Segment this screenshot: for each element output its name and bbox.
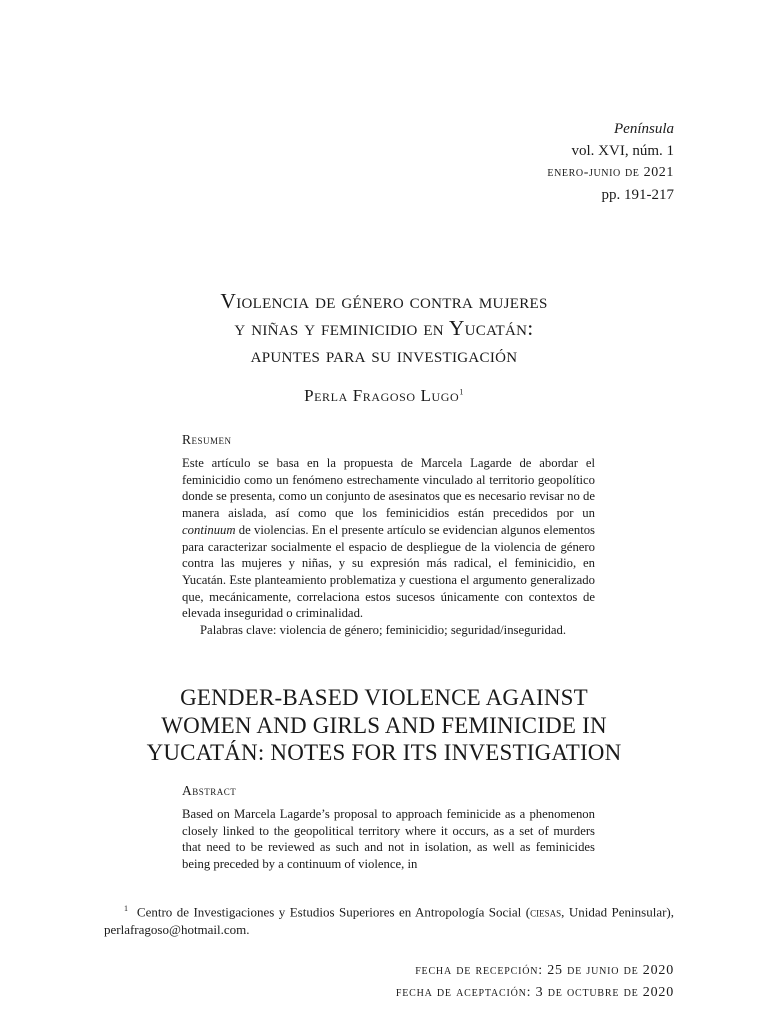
footnote-text-continued: , Unidad Peninsular), perlafragoso@hotmail.com. <box>104 904 674 938</box>
footnote-text: Centro de Investigaciones y Estudios Superiores en Antropología Social ( <box>136 904 531 920</box>
abstract-heading: Abstract <box>182 783 237 798</box>
article-title-english <box>100 684 668 767</box>
journal-name: Península <box>614 121 674 137</box>
footnote <box>104 900 674 939</box>
resumen-italic-term: continuum <box>182 522 236 537</box>
palabras-clave: Palabras clave: violencia de género; feminicidio; seguridad/inseguridad. <box>200 623 567 638</box>
title-line: Violencia de género contra mujeres <box>220 289 548 313</box>
title-line: WOMEN AND GIRLS AND FEMINICIDE IN <box>161 712 607 738</box>
article-title-spanish <box>100 288 668 369</box>
accepted-date: fecha de aceptación: 3 de octubre de 2020 <box>395 985 674 1000</box>
journal-metadata <box>274 118 674 206</box>
author-footnote-mark[interactable]: 1 <box>459 387 464 397</box>
received-date: fecha de recepción: 25 de junio de 2020 <box>415 963 674 978</box>
author-name: Perla Fragoso Lugo <box>304 386 460 405</box>
resumen-text-continued: de violencias. En el presente artículo se evidencian algunos elementos para caracterizar socialmente el espacio de despliegue de la violencia de género contra las mujeres y niñas, y su expresión más radical, el feminicidio, en Yucatán. Este planteamiento problematiza y cuestiona el argumento generalizado que, mecánicamente, correlaciona estos sucesos únicamente con contextos de elevada inseguridad o criminalidad. <box>182 522 595 621</box>
title-line: y niñas y feminicidio en Yucatán: <box>234 316 534 340</box>
title-line: apuntes para su investigación <box>250 343 518 367</box>
submission-dates <box>174 960 674 1004</box>
footnote-acronym: ciesas <box>530 904 562 920</box>
title-line: GENDER-BASED VIOLENCE AGAINST <box>180 685 588 710</box>
resumen-heading: Resumen <box>182 432 232 447</box>
volume-number: vol. XVI, núm. 1 <box>571 143 674 159</box>
abstract-paragraph: Based on Marcela Lagarde’s proposal to approach feminicide as a phenomenon closely linked to the geopolitical territory where it occurs, as a set of murders that need to be reviewed as such and not in isolation, as well as feminicides being preceded by a continuum of violence, in <box>182 807 595 872</box>
publication-period: enero-junio de 2021 <box>547 165 674 180</box>
resumen-paragraph <box>182 455 595 622</box>
title-line: YUCATÁN: NOTES FOR ITS INVESTIGATION <box>146 740 622 765</box>
author-line <box>100 386 668 406</box>
resumen-body <box>182 455 595 639</box>
footnote-mark: 1 <box>124 904 128 913</box>
abstract-body <box>182 806 595 873</box>
resumen-text: Este artículo se basa en la propuesta de Marcela Lagarde de abordar el feminicidio como un fenómeno estrechamente vinculado al territorio geopolítico donde se presenta, como un conjunto de asesinatos que es necesario revisar no de manera aislada, así como que los feminicidios están precedidos por un <box>182 456 595 521</box>
page-range: pp. 191-217 <box>601 187 674 203</box>
